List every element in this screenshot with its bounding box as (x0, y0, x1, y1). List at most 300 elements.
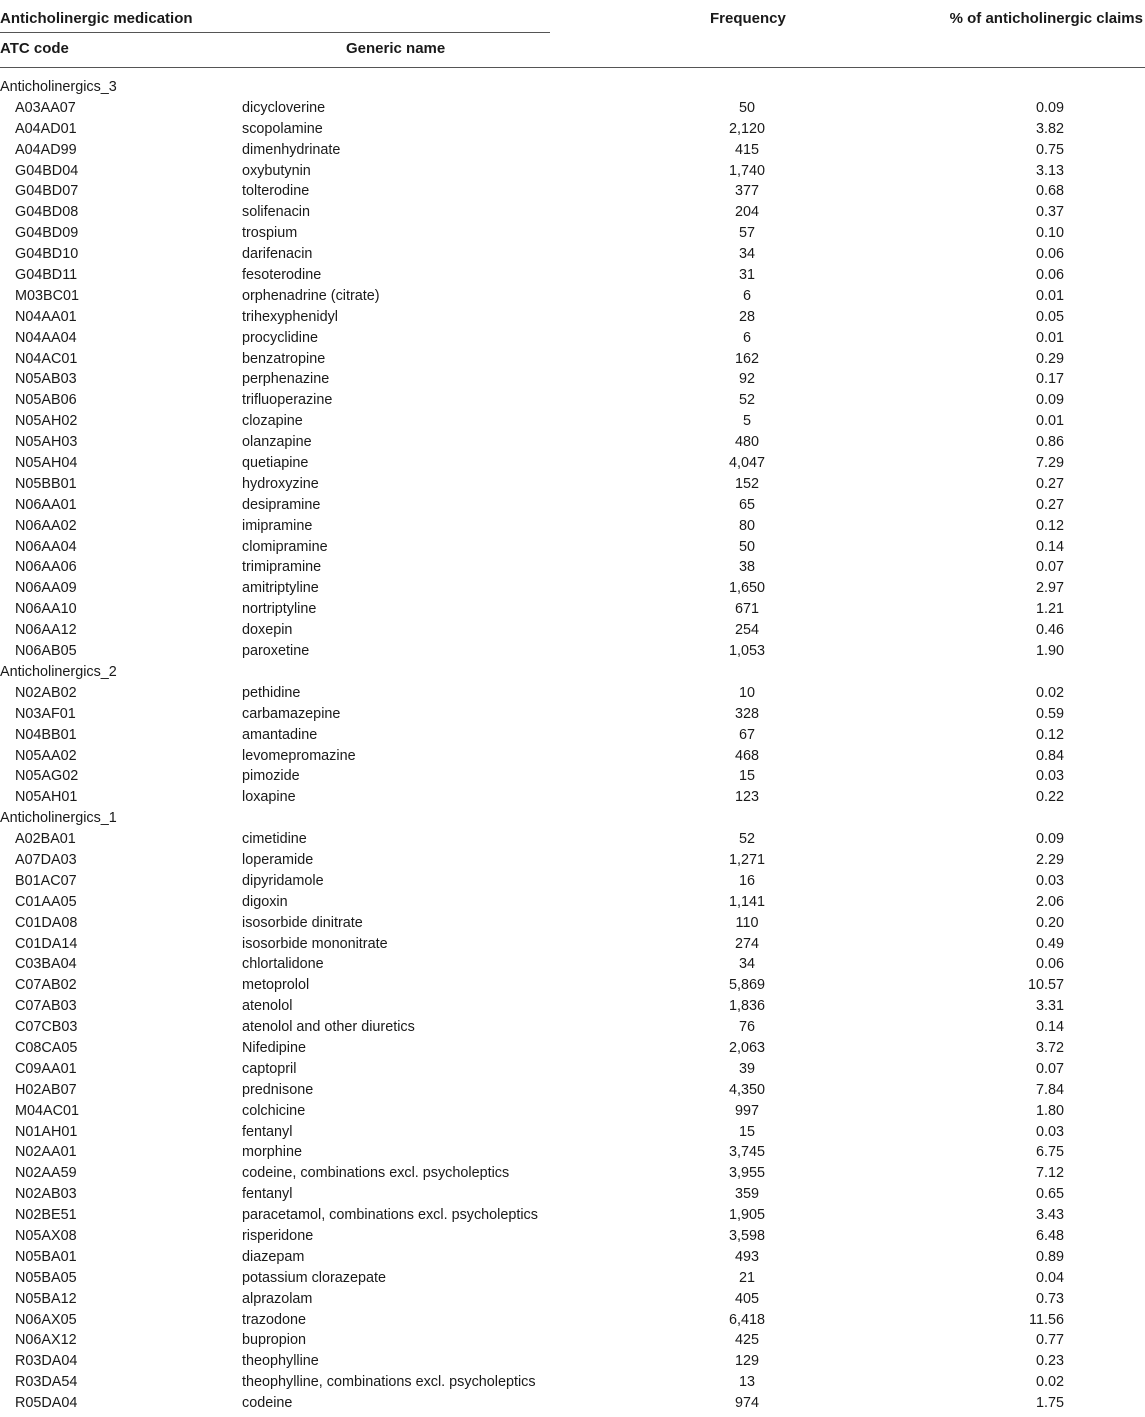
table-row (0, 620, 1145, 641)
frequency-cell: 123 (734, 789, 759, 806)
atc-code-cell: N04AA04 (15, 329, 77, 346)
table-row (0, 140, 1145, 161)
group-label: Anticholinergics_2 (0, 663, 117, 680)
atc-code-cell: N06AA04 (15, 538, 77, 555)
generic-name-cell: bupropion (242, 1332, 307, 1349)
percent-cell: 0.06 (1035, 956, 1064, 973)
table-row (0, 1142, 1145, 1163)
percent-cell: 0.02 (1035, 1374, 1064, 1391)
atc-code-cell: N06AX05 (15, 1311, 77, 1328)
generic-name-cell: theophylline, combinations excl. psycholeptics (242, 1374, 536, 1391)
frequency-cell: 92 (738, 371, 755, 388)
percent-cell: 0.09 (1035, 392, 1064, 409)
table-row (0, 746, 1145, 767)
percent-cell: 0.01 (1035, 287, 1064, 304)
frequency-cell: 76 (738, 1019, 755, 1036)
generic-name-cell: loperamide (242, 851, 314, 868)
generic-name-cell: codeine (242, 1395, 293, 1412)
header-generic-name: Generic name (346, 40, 446, 57)
frequency-cell: 52 (738, 831, 755, 848)
atc-code-cell: M03BC01 (15, 287, 79, 304)
generic-name-cell: scopolamine (242, 120, 323, 137)
generic-name-cell: benzatropine (242, 350, 326, 367)
percent-cell: 0.89 (1035, 1248, 1064, 1265)
table-row (0, 516, 1145, 537)
table-row (0, 1372, 1145, 1393)
generic-name-cell: imipramine (242, 517, 313, 534)
table-row (0, 369, 1145, 390)
table-row (0, 202, 1145, 223)
generic-name-cell: isosorbide mononitrate (242, 935, 388, 952)
frequency-cell: 328 (734, 705, 759, 722)
percent-cell: 0.73 (1035, 1290, 1064, 1307)
table-row (0, 934, 1145, 955)
frequency-cell: 204 (734, 204, 759, 221)
generic-name-cell: trihexyphenidyl (242, 308, 338, 325)
atc-code-cell: G04BD10 (15, 246, 79, 263)
atc-code-cell: C07CB03 (15, 1019, 78, 1036)
percent-cell: 0.09 (1035, 831, 1064, 848)
generic-name-cell: morphine (242, 1144, 302, 1161)
table-row (0, 1101, 1145, 1122)
percent-cell: 2.97 (1035, 580, 1064, 597)
generic-name-cell: isosorbide dinitrate (242, 914, 363, 931)
generic-name-cell: colchicine (242, 1102, 306, 1119)
generic-name-cell: clozapine (242, 413, 303, 430)
frequency-cell: 1,053 (728, 643, 765, 660)
atc-code-cell: R05DA04 (15, 1395, 78, 1412)
percent-cell: 7.29 (1035, 455, 1064, 472)
generic-name-cell: dicycloverine (242, 99, 326, 116)
table-row (0, 328, 1145, 349)
table-row (0, 1080, 1145, 1101)
frequency-cell: 493 (734, 1248, 759, 1265)
atc-code-cell: N04AA01 (15, 308, 77, 325)
atc-code-cell: N05AA02 (15, 747, 77, 764)
frequency-cell: 377 (734, 183, 759, 200)
frequency-cell: 152 (734, 475, 759, 492)
percent-cell: 1.80 (1035, 1102, 1064, 1119)
generic-name-cell: atenolol (242, 998, 293, 1015)
percent-cell: 0.20 (1035, 914, 1064, 931)
generic-name-cell: chlortalidone (242, 956, 324, 973)
generic-name-cell: clomipramine (242, 538, 328, 555)
frequency-cell: 359 (734, 1186, 759, 1203)
percent-cell: 2.29 (1035, 851, 1064, 868)
atc-code-cell: N05AH04 (15, 455, 78, 472)
table-row (0, 349, 1145, 370)
percent-cell: 3.82 (1035, 120, 1064, 137)
generic-name-cell: prednisone (242, 1081, 314, 1098)
atc-code-cell: N06AA06 (15, 559, 77, 576)
table-row (0, 432, 1145, 453)
table-row (0, 1184, 1145, 1205)
frequency-cell: 15 (738, 1123, 755, 1140)
group-label: Anticholinergics_1 (0, 810, 117, 827)
frequency-cell: 110 (735, 914, 759, 931)
atc-code-cell: N05AH02 (15, 413, 78, 430)
generic-name-cell: captopril (242, 1060, 297, 1077)
table-row (0, 850, 1145, 871)
frequency-cell: 162 (734, 350, 759, 367)
table-row (0, 223, 1145, 244)
frequency-cell: 3,955 (728, 1165, 765, 1182)
frequency-cell: 974 (734, 1395, 759, 1412)
frequency-cell: 6,418 (728, 1311, 765, 1328)
percent-cell: 0.37 (1035, 204, 1064, 221)
frequency-cell: 1,141 (728, 893, 765, 910)
frequency-cell: 425 (734, 1332, 759, 1349)
atc-code-cell: N06AA01 (15, 496, 77, 513)
percent-cell: 0.59 (1035, 705, 1064, 722)
table-row (0, 286, 1145, 307)
generic-name-cell: risperidone (242, 1227, 314, 1244)
table-row (0, 1122, 1145, 1143)
percent-cell: 0.46 (1035, 622, 1064, 639)
atc-code-cell: A03AA07 (15, 99, 76, 116)
percent-cell: 0.07 (1035, 1060, 1064, 1077)
atc-code-cell: A02BA01 (15, 831, 76, 848)
frequency-cell: 5 (742, 413, 751, 430)
generic-name-cell: theophylline (242, 1353, 319, 1370)
table-row (0, 766, 1145, 787)
atc-code-cell: N06AA12 (15, 622, 77, 639)
atc-code-cell: R03DA54 (15, 1374, 78, 1391)
frequency-cell: 405 (734, 1290, 759, 1307)
table-row (0, 683, 1145, 704)
percent-cell: 0.27 (1035, 475, 1064, 492)
table-row (0, 1038, 1145, 1059)
table-row (0, 181, 1145, 202)
frequency-cell: 6 (742, 329, 751, 346)
percent-cell: 0.84 (1035, 747, 1064, 764)
table-row (0, 787, 1145, 808)
table-row (0, 557, 1145, 578)
header-rule-short (0, 32, 550, 33)
atc-code-cell: N05AX08 (15, 1227, 77, 1244)
percent-cell: 0.65 (1035, 1186, 1064, 1203)
percent-cell: 0.01 (1035, 329, 1064, 346)
percent-cell: 0.14 (1035, 1019, 1064, 1036)
percent-cell: 0.12 (1035, 726, 1064, 743)
header-frequency: Frequency (710, 10, 786, 27)
atc-code-cell: M04AC01 (15, 1102, 79, 1119)
frequency-cell: 80 (738, 517, 755, 534)
frequency-cell: 50 (738, 538, 755, 555)
frequency-cell: 480 (734, 434, 759, 451)
table-row (0, 1226, 1145, 1247)
atc-code-cell: C07AB02 (15, 977, 77, 994)
table-body (0, 77, 1145, 1414)
percent-cell: 0.27 (1035, 496, 1064, 513)
header-atc-code: ATC code (0, 40, 69, 57)
generic-name-cell: tolterodine (242, 183, 310, 200)
percent-cell: 3.72 (1035, 1039, 1064, 1056)
atc-code-cell: G04BD07 (15, 183, 79, 200)
atc-code-cell: N05BA12 (15, 1290, 77, 1307)
percent-cell: 0.29 (1035, 350, 1064, 367)
generic-name-cell: trazodone (242, 1311, 307, 1328)
header-percent: % of anticholinergic claims (949, 10, 1143, 27)
percent-cell: 1.21 (1035, 601, 1064, 618)
table-row (0, 1351, 1145, 1372)
generic-name-cell: quetiapine (242, 455, 309, 472)
frequency-cell: 468 (734, 747, 759, 764)
table-row (0, 871, 1145, 892)
table-row (0, 495, 1145, 516)
percent-cell: 0.75 (1035, 141, 1064, 158)
atc-code-cell: N05BB01 (15, 475, 77, 492)
atc-code-cell: N06AA09 (15, 580, 77, 597)
frequency-cell: 39 (738, 1060, 755, 1077)
atc-code-cell: N04BB01 (15, 726, 77, 743)
percent-cell: 0.01 (1035, 413, 1064, 430)
percent-cell: 3.13 (1035, 162, 1064, 179)
percent-cell: 0.17 (1035, 371, 1064, 388)
atc-code-cell: N02AB02 (15, 684, 77, 701)
percent-cell: 0.07 (1035, 559, 1064, 576)
table-row (0, 1059, 1145, 1080)
table-row (0, 641, 1145, 662)
table-row (0, 411, 1145, 432)
frequency-cell: 1,650 (728, 580, 765, 597)
table-row (0, 244, 1145, 265)
generic-name-cell: codeine, combinations excl. psycholeptics (242, 1165, 510, 1182)
atc-code-cell: N05AB03 (15, 371, 77, 388)
generic-name-cell: fesoterodine (242, 267, 322, 284)
table-row (0, 1268, 1145, 1289)
percent-cell: 0.22 (1035, 789, 1064, 806)
atc-code-cell: N05AG02 (15, 768, 79, 785)
header-medication: Anticholinergic medication (0, 10, 193, 27)
percent-cell: 11.56 (1029, 1311, 1064, 1328)
generic-name-cell: solifenacin (242, 204, 310, 221)
frequency-cell: 57 (738, 225, 755, 242)
percent-cell: 0.03 (1035, 768, 1064, 785)
table-row (0, 1289, 1145, 1310)
table-row (0, 1310, 1145, 1331)
generic-name-cell: digoxin (242, 893, 288, 910)
frequency-cell: 1,836 (728, 998, 765, 1015)
generic-name-cell: paroxetine (242, 643, 310, 660)
generic-name-cell: paracetamol, combinations excl. psycholeptics (242, 1207, 538, 1224)
percent-cell: 0.86 (1035, 434, 1064, 451)
percent-cell: 0.09 (1035, 99, 1064, 116)
atc-code-cell: A04AD01 (15, 120, 77, 137)
atc-code-cell: B01AC07 (15, 872, 77, 889)
atc-code-cell: N02AB03 (15, 1186, 77, 1203)
table-row (0, 1163, 1145, 1184)
frequency-cell: 5,869 (728, 977, 765, 994)
table-row (0, 390, 1145, 411)
percent-cell: 1.90 (1035, 643, 1064, 660)
atc-code-cell: N06AB05 (15, 643, 77, 660)
atc-code-cell: H02AB07 (15, 1081, 77, 1098)
percent-cell: 6.48 (1035, 1227, 1064, 1244)
frequency-cell: 1,271 (728, 851, 765, 868)
table-row (0, 996, 1145, 1017)
table-row (0, 913, 1145, 934)
percent-cell: 2.06 (1035, 893, 1064, 910)
generic-name-cell: orphenadrine (citrate) (242, 287, 380, 304)
percent-cell: 6.75 (1035, 1144, 1064, 1161)
atc-code-cell: G04BD04 (15, 162, 79, 179)
frequency-cell: 13 (738, 1374, 755, 1391)
percent-cell: 0.03 (1035, 1123, 1064, 1140)
table-row (0, 704, 1145, 725)
table-row (0, 161, 1145, 182)
percent-cell: 3.43 (1035, 1207, 1064, 1224)
frequency-cell: 3,598 (728, 1227, 765, 1244)
atc-code-cell: N06AA10 (15, 601, 77, 618)
frequency-cell: 52 (738, 392, 755, 409)
table-row (0, 1393, 1145, 1414)
percent-cell: 0.04 (1035, 1269, 1064, 1286)
atc-code-cell: N05AH03 (15, 434, 78, 451)
atc-code-cell: N04AC01 (15, 350, 78, 367)
frequency-cell: 34 (738, 956, 755, 973)
generic-name-cell: potassium clorazepate (242, 1269, 386, 1286)
generic-name-cell: carbamazepine (242, 705, 341, 722)
generic-name-cell: procyclidine (242, 329, 318, 346)
frequency-cell: 1,740 (728, 162, 765, 179)
table-row (0, 725, 1145, 746)
frequency-cell: 50 (738, 99, 755, 116)
generic-name-cell: desipramine (242, 496, 321, 513)
atc-code-cell: C08CA05 (15, 1039, 78, 1056)
frequency-cell: 10 (738, 684, 755, 701)
generic-name-cell: dimenhydrinate (242, 141, 341, 158)
frequency-cell: 34 (738, 246, 755, 263)
frequency-cell: 4,350 (728, 1081, 765, 1098)
percent-cell: 0.10 (1035, 225, 1064, 242)
generic-name-cell: olanzapine (242, 434, 312, 451)
atc-code-cell: G04BD08 (15, 204, 79, 221)
atc-code-cell: N02AA01 (15, 1144, 77, 1161)
atc-code-cell: N05AB06 (15, 392, 77, 409)
table-row (0, 453, 1145, 474)
generic-name-cell: Nifedipine (242, 1039, 306, 1056)
atc-code-cell: C01DA14 (15, 935, 78, 952)
table-row (0, 892, 1145, 913)
atc-code-cell: N02BE51 (15, 1207, 77, 1224)
table-row (0, 599, 1145, 620)
frequency-cell: 274 (734, 935, 759, 952)
group-label: Anticholinergics_3 (0, 79, 117, 95)
percent-cell: 0.06 (1035, 267, 1064, 284)
atc-code-cell: C03BA04 (15, 956, 77, 973)
header-rule-full (0, 67, 1145, 68)
table-row (0, 537, 1145, 558)
atc-code-cell: C01DA08 (15, 914, 78, 931)
table-row (0, 98, 1145, 119)
atc-code-cell: C09AA01 (15, 1060, 77, 1077)
atc-code-cell: N06AA02 (15, 517, 77, 534)
atc-code-cell: N05AH01 (15, 789, 78, 806)
generic-name-cell: metoprolol (242, 977, 310, 994)
percent-cell: 3.31 (1035, 998, 1064, 1015)
frequency-cell: 129 (734, 1353, 759, 1370)
frequency-cell: 254 (734, 622, 759, 639)
percent-cell: 0.68 (1035, 183, 1064, 200)
table-row (0, 1017, 1145, 1038)
percent-cell: 7.84 (1035, 1081, 1064, 1098)
atc-code-cell: N05BA01 (15, 1248, 77, 1265)
generic-name-cell: pimozide (242, 768, 300, 785)
percent-cell: 0.49 (1035, 935, 1064, 952)
generic-name-cell: loxapine (242, 789, 296, 806)
generic-name-cell: trimipramine (242, 559, 322, 576)
table-row (0, 975, 1145, 996)
frequency-cell: 21 (738, 1269, 755, 1286)
percent-cell: 10.57 (1027, 977, 1064, 994)
frequency-cell: 2,120 (728, 120, 765, 137)
group-header-row (0, 808, 1145, 829)
frequency-cell: 3,745 (728, 1144, 765, 1161)
atc-code-cell: N06AX12 (15, 1332, 77, 1349)
frequency-cell: 415 (734, 141, 759, 158)
generic-name-cell: cimetidine (242, 831, 307, 848)
group-header-row (0, 662, 1145, 683)
table-row (0, 265, 1145, 286)
percent-cell: 0.02 (1035, 684, 1064, 701)
frequency-cell: 65 (738, 496, 755, 513)
frequency-cell: 67 (738, 726, 755, 743)
atc-code-cell: N03AF01 (15, 705, 76, 722)
generic-name-cell: alprazolam (242, 1290, 313, 1307)
frequency-cell: 2,063 (728, 1039, 765, 1056)
generic-name-cell: diazepam (242, 1248, 305, 1265)
generic-name-cell: perphenazine (242, 371, 330, 388)
frequency-cell: 6 (742, 287, 751, 304)
frequency-cell: 16 (738, 872, 755, 889)
generic-name-cell: amitriptyline (242, 580, 319, 597)
table-row (0, 829, 1145, 850)
frequency-cell: 31 (738, 267, 755, 284)
atc-code-cell: G04BD09 (15, 225, 79, 242)
generic-name-cell: oxybutynin (242, 162, 311, 179)
generic-name-cell: doxepin (242, 622, 293, 639)
frequency-cell: 15 (738, 768, 755, 785)
generic-name-cell: atenolol and other diuretics (242, 1019, 415, 1036)
generic-name-cell: levomepromazine (242, 747, 356, 764)
atc-code-cell: G04BD11 (15, 267, 78, 284)
percent-cell: 1.75 (1035, 1395, 1064, 1412)
frequency-cell: 38 (738, 559, 755, 576)
frequency-cell: 28 (738, 308, 755, 325)
frequency-cell: 4,047 (728, 455, 765, 472)
frequency-cell: 671 (734, 601, 759, 618)
generic-name-cell: hydroxyzine (242, 475, 319, 492)
generic-name-cell: trifluoperazine (242, 392, 333, 409)
atc-code-cell: A04AD99 (15, 141, 77, 158)
table-row (0, 1247, 1145, 1268)
atc-code-cell: N01AH01 (15, 1123, 78, 1140)
generic-name-cell: trospium (242, 225, 298, 242)
table-row (0, 954, 1145, 975)
table-row (0, 1205, 1145, 1226)
generic-name-cell: fentanyl (242, 1186, 293, 1203)
table-row (0, 119, 1145, 140)
atc-code-cell: C07AB03 (15, 998, 77, 1015)
table-row (0, 474, 1145, 495)
percent-cell: 0.23 (1035, 1353, 1064, 1370)
table-row (0, 307, 1145, 328)
table-row (0, 578, 1145, 599)
frequency-cell: 1,905 (728, 1207, 765, 1224)
generic-name-cell: fentanyl (242, 1123, 293, 1140)
generic-name-cell: dipyridamole (242, 872, 324, 889)
